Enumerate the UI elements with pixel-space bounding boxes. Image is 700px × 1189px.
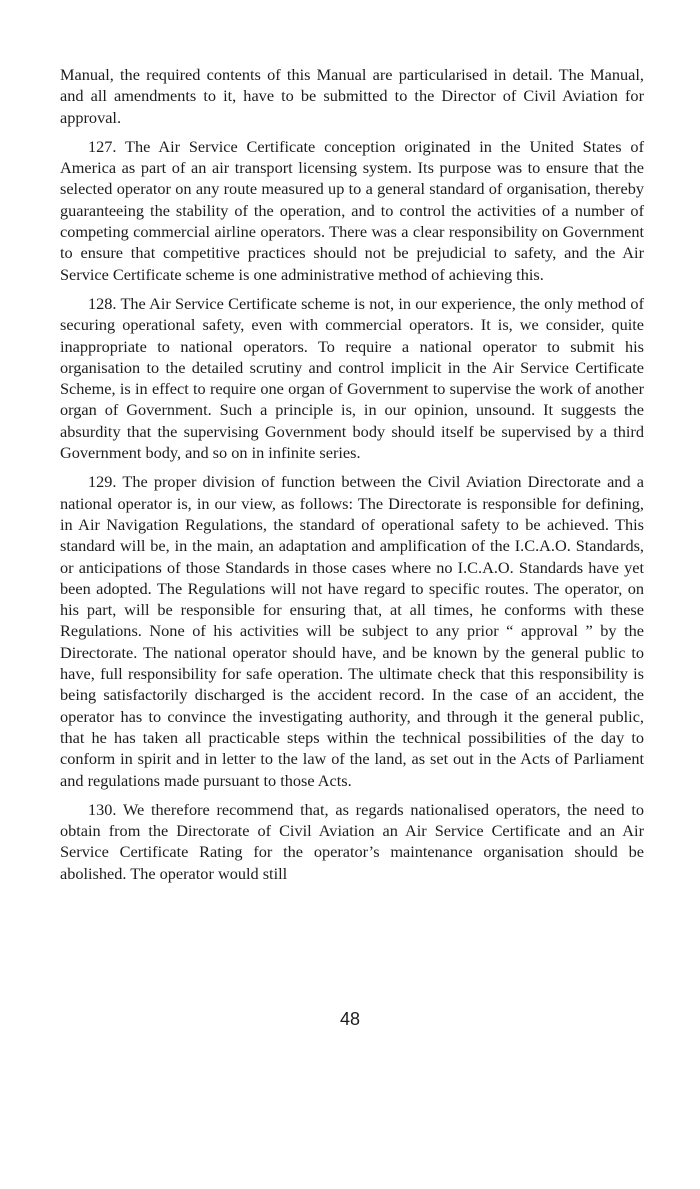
paragraph-continued: Manual, the required contents of this Manual are particularised in detail. The Manual, and all amendments to it, have to be submitted to the Director of Civil Aviation for approval. [60,65,644,127]
page-number: 48 [339,1009,361,1029]
paragraph-130: 130. We therefore recommend that, as regards nationalised operators, the need to obtain from the Directorate of Civil Aviation an Air Service Certificate and an Air Service Certificate Rating for the operator’s maintenance organisation should be abolished. The operator would still [60,799,644,883]
document-page [60,64,644,884]
paragraph-127: 127. The Air Service Certificate conception originated in the United States of America as part of an air transport licensing system. Its purpose was to ensure that the selected operator on any route measured up to a general standard of organisation, thereby guaranteeing the stability of the operation, and to control the activities of a number of competing commercial airline operators. There was a clear responsibility on Government to ensure that competitive practices should not be prejudicial to safety, and the Air Service Certificate scheme is one administrative method of achieving this. [60,136,644,284]
paragraph-129: 129. The proper division of function between the Civil Aviation Directorate and a national operator is, in our view, as follows: The Directorate is responsible for defining, in Air Navigation Regulations, the standard of operational safety to be achieved. This standard will be, in the main, an adaptation and amplification of the I.C.A.O. Standards, or anticipations of those Standards in those cases where no I.C.A.O. Standards have yet been adopted. The Regulations will not have regard to specific routes. The operator, on his part, will be responsible for ensuring that, at all times, he conforms with these Regulations. None of his activities will be subject to any prior “ approval ” by the Directorate. The national operator should have, and be known by the general public to have, full responsibility for safe operation. The ultimate check that this responsibility is being satisfactorily discharged is the accident record. In the case of an accident, the operator has to convince the investigating authority, and through it the general public, that he has taken all practicable steps within the technical possibilities of the day to conform in spirit and in letter to the law of the land, as set out in the Acts of Parliament and regulations made pursuant to those Acts. [60,472,644,790]
paragraph-128: 128. The Air Service Certificate scheme is not, in our experience, the only method of securing operational safety, even with commercial operators. It is, we consider, quite inappropriate to national operators. To require a national operator to submit his organisation to the detailed scrutiny and control implicit in the Air Service Certificate Scheme, is in effect to require one organ of Government to supervise the work of another organ of Government. Such a principle is, in our opinion, unsound. It suggests the absurdity that the supervising Government body should itself be supervised by a third Government body, and so on in infinite series. [60,293,644,463]
